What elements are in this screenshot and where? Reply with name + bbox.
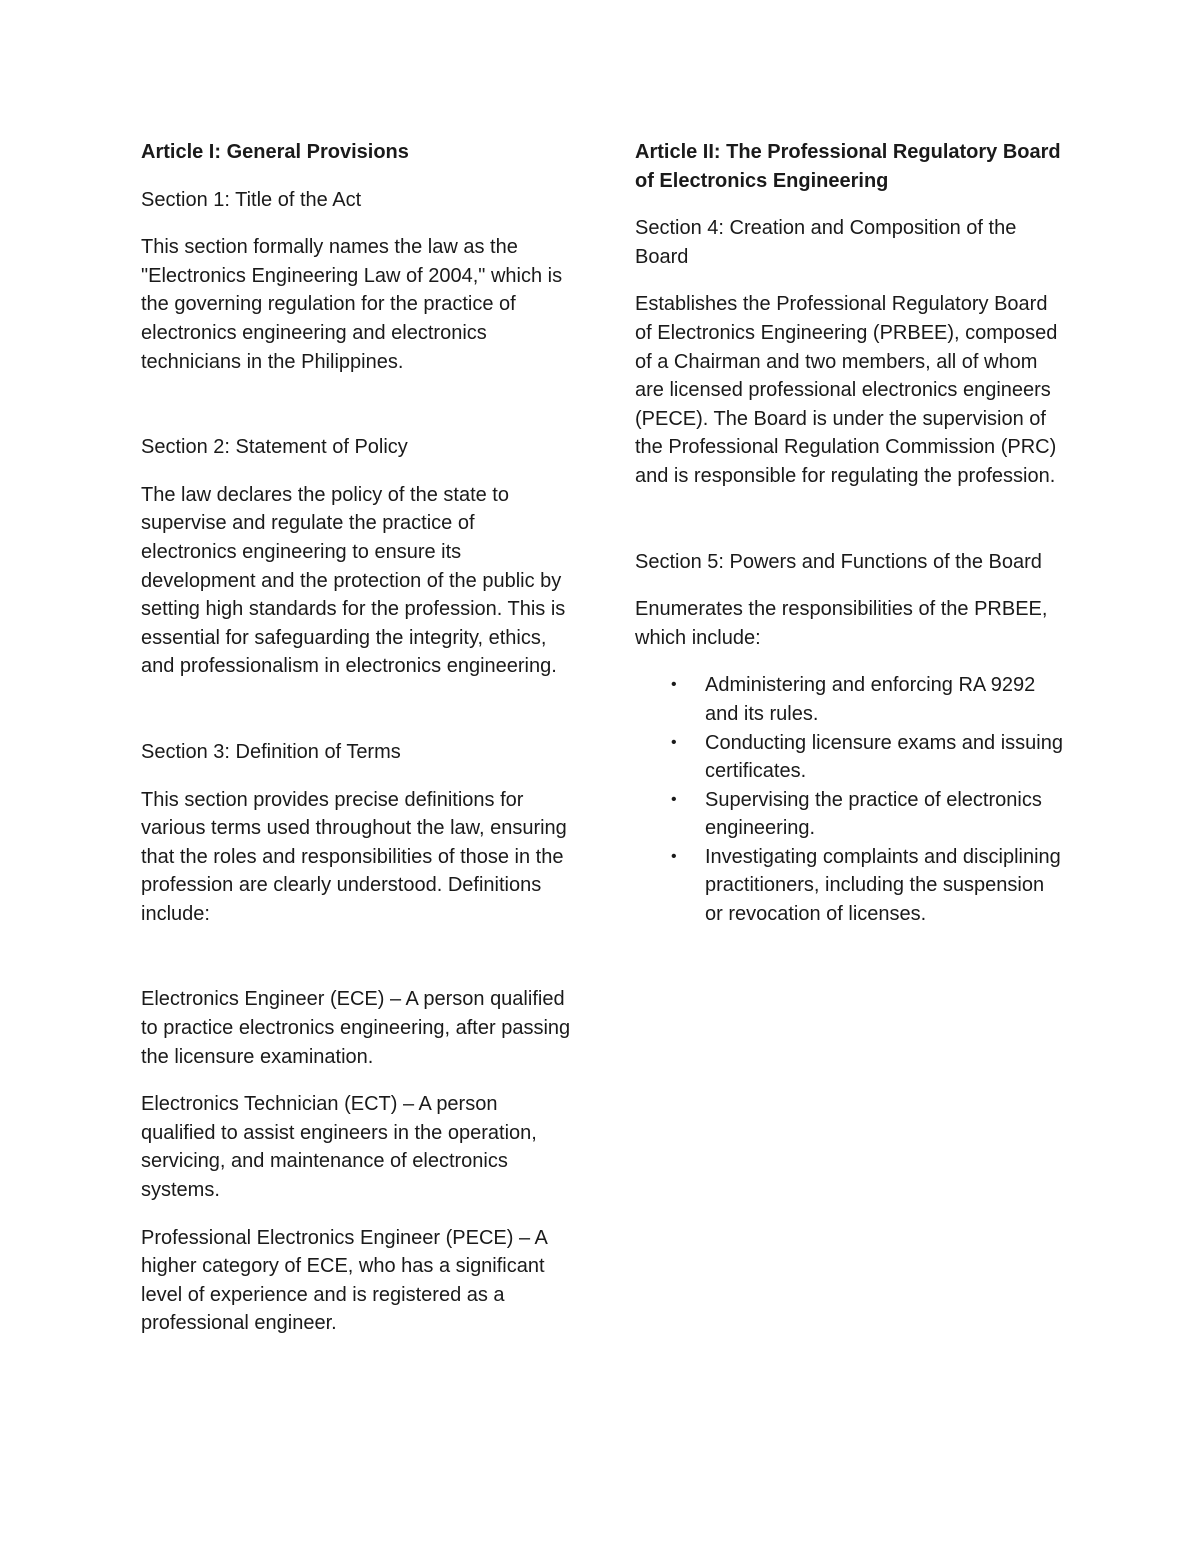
definition-pece: Professional Electronics Engineer (PECE) – A higher category of ECE, who has a significant level of experience and is registered as a professional engineer. [141,1226,547,1335]
section-1-paragraph: This section formally names the law as the "Electronics Engineering Law of 2004," which is the governing regulation for the practice of electronics engineering and electronics technicians in the Philippines. [141,236,563,373]
left-column [141,138,571,1357]
section-4-title: Section 4: Creation and Composition of the Board [635,217,1017,268]
definition-ect: Electronics Technician (ECT) – A person qualified to assist engineers in the operation, servicing, and maintenance of electronics systems. [141,1093,537,1202]
section-4-paragraph: Establishes the Professional Regulatory Board of Electronics Engineering (PRBEE), composed of a Chairman and two members, all of whom are licensed professional electronics engineers (PECE). The Board is under the supervision of the Professional Regulation Commission (PRC) and is responsible for regulating the profession. [635,293,1058,487]
bullet-icon: • [671,733,677,751]
definition-ece: Electronics Engineer (ECE) – A person qualified to practice electronics engineering, after passing the licensure examination. [141,988,571,1068]
section-5-paragraph: Enumerates the responsibilities of the PRBEE, which include: [635,598,1048,649]
section-5-title: Section 5: Powers and Functions of the Board [635,550,1042,573]
list-item [635,671,1065,728]
list-item-text: Supervising the practice of electronics engineering. [705,788,1042,840]
list-item [635,729,1065,786]
bullet-icon: • [671,847,677,865]
list-item-text: Conducting licensure exams and issuing certificates. [705,731,1063,783]
section-3-title: Section 3: Definition of Terms [141,740,401,763]
bullet-icon: • [671,790,677,808]
section-3-paragraph: This section provides precise definitions for various terms used throughout the law, ensuring that the roles and responsibilities of those in the profession are clearly understood. Definitions include: [141,788,567,925]
section-2-paragraph: The law declares the policy of the state to supervise and regulate the practice of electronics engineering to ensure its development and the protection of the public by setting high standards for the profession. This is essential for safeguarding the integrity, ethics, and professionalism in electronics engineering. [141,483,566,678]
article-2-heading: Article II: The Professional Regulatory Board of Electronics Engineering [635,141,1061,192]
right-column [635,138,1065,929]
list-item-text: Administering and enforcing RA 9292 and its rules. [705,674,1036,725]
bullet-icon: • [671,676,677,694]
list-item-text: Investigating complaints and disciplining practitioners, including the suspension or revocation of licenses. [705,845,1061,926]
section-1-title: Section 1: Title of the Act [141,188,362,211]
article-1-heading: Article I: General Provisions [141,141,409,163]
powers-bullet-list [635,671,1065,928]
section-2-title: Section 2: Statement of Policy [141,436,408,459]
list-item [635,786,1065,843]
list-item [635,843,1065,929]
